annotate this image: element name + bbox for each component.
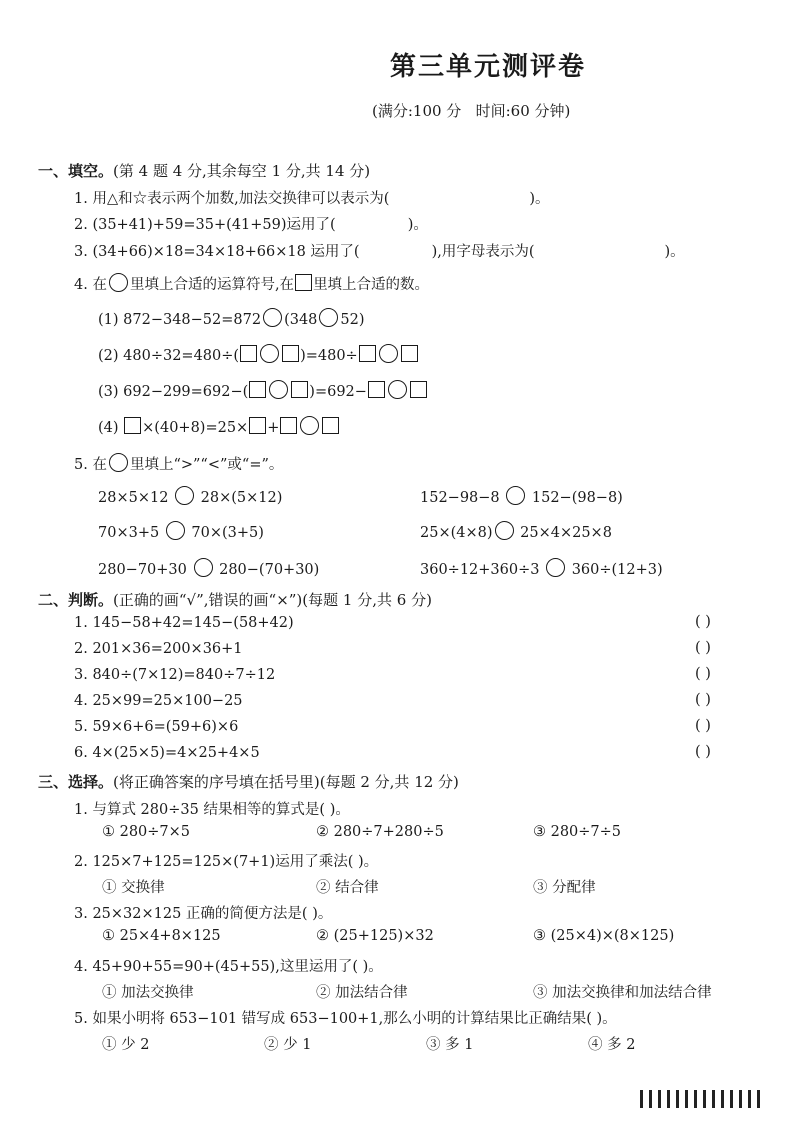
circle-blank-icon[interactable] xyxy=(269,380,288,399)
judge-item: 1. 145−58+42=145−(58+42) xyxy=(74,615,294,631)
section-2-heading xyxy=(38,589,432,610)
square-blank-icon xyxy=(295,274,312,291)
fill-q3-text: 3. (34+66)×18=34×18+66×18 运用了( xyxy=(74,244,360,260)
fill-q1-text: 1. 用△和☆表示两个加数,加法交换律可以表示为( xyxy=(74,191,390,207)
circle-blank-icon xyxy=(109,273,128,292)
section-1-note: (第 4 题 4 分,其余每空 1 分,共 14 分) xyxy=(113,162,371,180)
square-blank-icon[interactable] xyxy=(240,345,257,362)
compare-left: 70×3+5 xyxy=(98,525,160,541)
answer-paren[interactable]: ( ) xyxy=(695,718,711,734)
square-blank-icon[interactable] xyxy=(282,345,299,362)
fill-q3-end: )。 xyxy=(664,244,685,260)
choice-option[interactable]: ① 280÷7×5 xyxy=(102,824,191,840)
choice-question: 2. 125×7+125=125×(7+1)运用了乘法( )。 xyxy=(74,854,379,870)
choice-option[interactable]: ④ 多 2 xyxy=(588,1037,636,1053)
section-1-title: 一、填空。 xyxy=(38,162,114,180)
fill-q2 xyxy=(74,213,428,234)
compare-left: 360÷12+360÷3 xyxy=(420,562,540,578)
square-blank-icon[interactable] xyxy=(401,345,418,362)
square-blank-icon[interactable] xyxy=(124,417,141,434)
choice-option[interactable]: ① 交换律 xyxy=(102,880,165,896)
choice-question: 1. 与算式 280÷35 结果相等的算式是( )。 xyxy=(74,802,350,818)
fill-q4-1-a: (1) 872−348−52=872 xyxy=(98,312,262,328)
compare-right: 280−(70+30) xyxy=(219,562,320,578)
choice-option[interactable]: ② (25+125)×32 xyxy=(316,928,434,944)
circle-blank-icon[interactable] xyxy=(260,344,279,363)
circle-blank-icon[interactable] xyxy=(379,344,398,363)
fill-q4-1 xyxy=(98,308,365,328)
square-blank-icon[interactable] xyxy=(322,417,339,434)
section-2-note: (正确的画“√”,错误的画“×”)(每题 1 分,共 6 分) xyxy=(113,591,432,609)
judge-item: 2. 201×36=200×36+1 xyxy=(74,641,243,657)
circle-blank-icon[interactable] xyxy=(175,486,194,505)
choice-option[interactable]: ③ 加法交换律和加法结合律 xyxy=(533,985,712,1001)
page-title: 第三单元测评卷 xyxy=(390,52,587,82)
compare-right: 152−(98−8) xyxy=(531,490,623,506)
compare-item xyxy=(420,486,623,506)
answer-paren[interactable]: ( ) xyxy=(695,614,711,630)
square-blank-icon[interactable] xyxy=(368,381,385,398)
circle-blank-icon[interactable] xyxy=(546,558,565,577)
section-2-title: 二、判断。 xyxy=(38,591,114,609)
compare-item xyxy=(98,486,282,506)
compare-item xyxy=(420,521,612,541)
choice-option[interactable]: ② 加法结合律 xyxy=(316,985,408,1001)
section-1-heading xyxy=(38,160,370,181)
choice-option[interactable]: ① 少 2 xyxy=(102,1037,150,1053)
fill-q2-text: 2. (35+41)+59=35+(41+59)运用了( xyxy=(74,217,336,233)
circle-blank-icon[interactable] xyxy=(495,521,514,540)
fill-q2-end: )。 xyxy=(407,217,428,233)
answer-paren[interactable]: ( ) xyxy=(695,744,711,760)
compare-item xyxy=(420,558,663,578)
square-blank-icon[interactable] xyxy=(359,345,376,362)
fill-q4-2-b: )=480÷ xyxy=(300,348,358,364)
scan-marks-decoration xyxy=(640,1090,780,1110)
choice-option[interactable]: ③ 280÷7÷5 xyxy=(533,824,622,840)
circle-blank-icon[interactable] xyxy=(319,308,338,327)
fill-q4-a: 4. 在 xyxy=(74,277,107,293)
page-subtitle: (满分:100 分 时间:60 分钟) xyxy=(372,102,571,120)
choice-option[interactable]: ③ (25×4)×(8×125) xyxy=(533,928,675,944)
choice-option[interactable]: ② 少 1 xyxy=(264,1037,312,1053)
circle-blank-icon[interactable] xyxy=(263,308,282,327)
choice-option[interactable]: ③ 分配律 xyxy=(533,880,596,896)
circle-blank-icon[interactable] xyxy=(166,521,185,540)
fill-q4-1-c: 52) xyxy=(340,312,365,328)
judge-item: 5. 59×6+6=(59+6)×6 xyxy=(74,719,239,735)
fill-q5-a: 5. 在 xyxy=(74,457,107,473)
answer-paren[interactable]: ( ) xyxy=(695,640,711,656)
fill-q4-4-c: + xyxy=(267,420,280,436)
fill-q4-1-b: (348 xyxy=(284,312,318,328)
fill-q4-4 xyxy=(98,416,340,436)
fill-q4-3-b: )=692− xyxy=(309,384,367,400)
choice-question: 4. 45+90+55=90+(45+55),这里运用了( )。 xyxy=(74,959,383,975)
section-3-note: (将正确答案的序号填在括号里)(每题 2 分,共 12 分) xyxy=(113,773,459,791)
fill-q4-2-a: (2) 480÷32=480÷( xyxy=(98,348,240,364)
judge-item: 6. 4×(25×5)=4×25+4×5 xyxy=(74,745,260,761)
fill-q3-mid: ),用字母表示为( xyxy=(431,244,535,260)
choice-option[interactable]: ③ 多 1 xyxy=(426,1037,474,1053)
fill-q5 xyxy=(74,453,283,474)
choice-question: 3. 25×32×125 正确的简便方法是( )。 xyxy=(74,906,333,922)
compare-right: 70×(3+5) xyxy=(191,525,264,541)
compare-right: 25×4×25×8 xyxy=(520,525,612,541)
circle-blank-icon[interactable] xyxy=(388,380,407,399)
choice-question: 5. 如果小明将 653−101 错写成 653−100+1,那么小明的计算结果比正确结果( )。 xyxy=(74,1011,617,1027)
circle-blank-icon xyxy=(109,453,128,472)
compare-left: 280−70+30 xyxy=(98,562,187,578)
fill-q4-2 xyxy=(98,344,419,364)
square-blank-icon[interactable] xyxy=(280,417,297,434)
answer-paren[interactable]: ( ) xyxy=(695,666,711,682)
compare-right: 28×(5×12) xyxy=(200,490,283,506)
fill-q5-b: 里填上“>”“<”或“=”。 xyxy=(129,457,284,473)
compare-left: 152−98−8 xyxy=(420,490,500,506)
fill-q4-4-b: ×(40+8)=25× xyxy=(142,420,249,436)
fill-q4-3 xyxy=(98,380,428,400)
fill-q4-b: 里填上合适的运算符号,在 xyxy=(129,277,295,293)
choice-option[interactable]: ① 25×4+8×125 xyxy=(102,928,221,944)
compare-right: 360÷(12+3) xyxy=(571,562,663,578)
square-blank-icon[interactable] xyxy=(291,381,308,398)
fill-q1 xyxy=(74,187,550,208)
fill-q4-4-a: (4) xyxy=(98,420,119,436)
choice-option[interactable]: ① 加法交换律 xyxy=(102,985,194,1001)
fill-q4-3-a: (3) 692−299=692−( xyxy=(98,384,249,400)
compare-item xyxy=(98,558,319,578)
compare-item xyxy=(98,521,264,541)
judge-item: 4. 25×99=25×100−25 xyxy=(74,693,243,709)
compare-left: 28×5×12 xyxy=(98,490,169,506)
fill-q1-end: )。 xyxy=(529,191,550,207)
answer-paren[interactable]: ( ) xyxy=(695,692,711,708)
section-3-title: 三、选择。 xyxy=(38,773,114,791)
circle-blank-icon[interactable] xyxy=(194,558,213,577)
circle-blank-icon[interactable] xyxy=(506,486,525,505)
fill-q4-c: 里填上合适的数。 xyxy=(313,277,430,293)
compare-left: 25×(4×8) xyxy=(420,525,493,541)
circle-blank-icon[interactable] xyxy=(300,416,319,435)
square-blank-icon[interactable] xyxy=(249,417,266,434)
choice-option[interactable]: ② 280÷7+280÷5 xyxy=(316,824,444,840)
choice-option[interactable]: ② 结合律 xyxy=(316,880,379,896)
judge-item: 3. 840÷(7×12)=840÷7÷12 xyxy=(74,667,276,683)
square-blank-icon[interactable] xyxy=(410,381,427,398)
fill-q3 xyxy=(74,240,685,261)
section-3-heading xyxy=(38,771,459,792)
square-blank-icon[interactable] xyxy=(249,381,266,398)
fill-q4 xyxy=(74,273,429,294)
